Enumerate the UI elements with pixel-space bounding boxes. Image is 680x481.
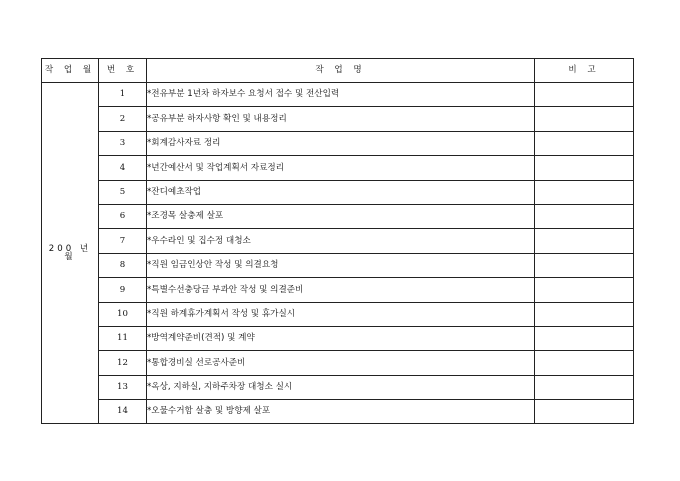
task-name: *직원 하계휴가계획서 작성 및 휴가실시 (147, 302, 535, 326)
note-cell[interactable] (535, 229, 634, 253)
row-number: 4 (99, 156, 147, 180)
note-cell[interactable] (535, 204, 634, 228)
header-row (42, 59, 634, 83)
table-row (42, 253, 634, 277)
header-month: 작 업 월 (42, 59, 99, 83)
table-row (42, 375, 634, 399)
row-number: 11 (99, 326, 147, 350)
note-cell[interactable] (535, 302, 634, 326)
note-cell[interactable] (535, 351, 634, 375)
task-name: *조경목 살충제 살포 (147, 204, 535, 228)
table-row (42, 131, 634, 155)
table-row (42, 83, 634, 107)
task-name: *통합경비실 선로공사준비 (147, 351, 535, 375)
row-number: 12 (99, 351, 147, 375)
row-number: 6 (99, 204, 147, 228)
note-cell[interactable] (535, 156, 634, 180)
task-name: *잔디예초작업 (147, 180, 535, 204)
task-name: *우수라인 및 집수정 대청소 (147, 229, 535, 253)
table-row (42, 204, 634, 228)
table-row (42, 326, 634, 350)
table-row (42, 156, 634, 180)
note-cell[interactable] (535, 107, 634, 131)
table-row (42, 400, 634, 424)
header-task: 작 업 명 (147, 59, 535, 83)
note-cell[interactable] (535, 83, 634, 107)
table-row (42, 107, 634, 131)
note-cell[interactable] (535, 131, 634, 155)
row-number: 14 (99, 400, 147, 424)
note-cell[interactable] (535, 375, 634, 399)
note-cell[interactable] (535, 180, 634, 204)
task-name: *전유부분 1년차 하자보수 요청서 접수 및 전산입력 (147, 83, 535, 107)
task-name: *직원 임금인상안 작성 및 의결요청 (147, 253, 535, 277)
row-number: 9 (99, 278, 147, 302)
table-row (42, 180, 634, 204)
row-number: 10 (99, 302, 147, 326)
row-number: 8 (99, 253, 147, 277)
task-name: *년간예산서 및 작업계획서 자료정리 (147, 156, 535, 180)
task-name: *회계감사자료 정리 (147, 131, 535, 155)
table-row (42, 351, 634, 375)
task-name: *옥상, 지하실, 지하주차장 대청소 실시 (147, 375, 535, 399)
row-number: 3 (99, 131, 147, 155)
task-name: *특별수선충당금 부과안 작성 및 의결준비 (147, 278, 535, 302)
note-cell[interactable] (535, 253, 634, 277)
work-log-table (41, 58, 634, 424)
header-note: 비 고 (535, 59, 634, 83)
row-number: 1 (99, 83, 147, 107)
task-name: *공유부분 하자사항 확인 및 내용정리 (147, 107, 535, 131)
note-cell[interactable] (535, 326, 634, 350)
task-name: *오물수거함 살충 및 방향제 살포 (147, 400, 535, 424)
row-number: 5 (99, 180, 147, 204)
table-row (42, 229, 634, 253)
row-number: 13 (99, 375, 147, 399)
month-cell: 200 년 월 (42, 83, 99, 424)
table-row (42, 302, 634, 326)
note-cell[interactable] (535, 278, 634, 302)
table-row (42, 278, 634, 302)
row-number: 7 (99, 229, 147, 253)
task-name: *방역계약준비(견적) 및 계약 (147, 326, 535, 350)
note-cell[interactable] (535, 400, 634, 424)
row-number: 2 (99, 107, 147, 131)
header-number: 번 호 (99, 59, 147, 83)
